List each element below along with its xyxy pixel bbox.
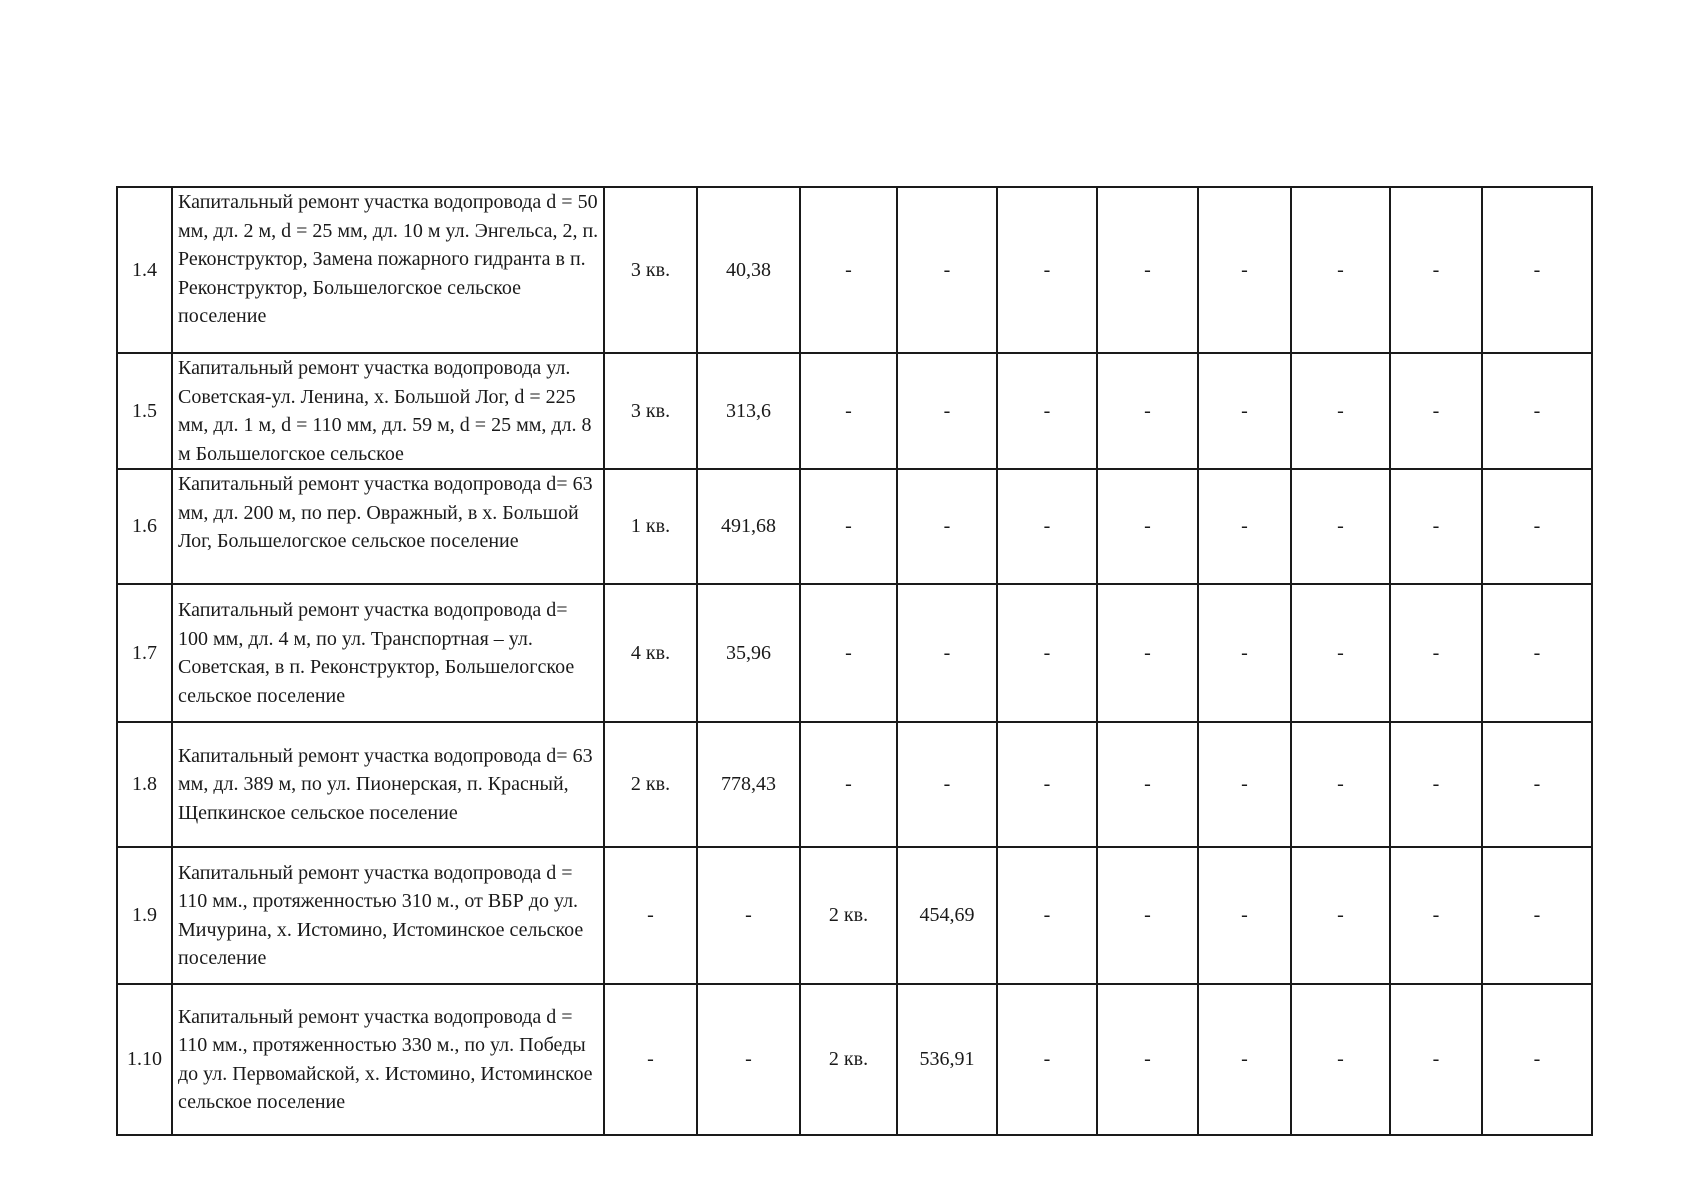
cell-col-3: - [800, 584, 897, 722]
cell-col-5: - [997, 353, 1097, 469]
row-description: Капитальный ремонт участка водопровода d = 110 мм., протяженностью 330 м., по ул. Победы до ул. Первомайской, х. Истомино, Истоминское сельское поселение [172, 984, 604, 1135]
cell-col-7: - [1198, 584, 1291, 722]
cell-col-1: 3 кв. [604, 353, 697, 469]
row-description: Капитальный ремонт участка водопровода d= 63 мм, дл. 389 м, по ул. Пионерская, п. Красный, Щепкинское сельское поселение [172, 722, 604, 847]
cell-col-2: 491,68 [697, 469, 800, 584]
cell-col-6: - [1097, 469, 1198, 584]
cell-col-4: - [897, 722, 997, 847]
row-number: 1.10 [117, 984, 172, 1135]
row-number: 1.9 [117, 847, 172, 984]
cell-col-2: 35,96 [697, 584, 800, 722]
cell-col-10: - [1482, 353, 1592, 469]
cell-col-7: - [1198, 469, 1291, 584]
cell-col-4: - [897, 353, 997, 469]
cell-col-9: - [1390, 984, 1482, 1135]
cell-col-9: - [1390, 469, 1482, 584]
table-row [117, 187, 1592, 353]
table-row [117, 722, 1592, 847]
cell-col-3: - [800, 469, 897, 584]
cell-col-5: - [997, 847, 1097, 984]
works-table [116, 186, 1593, 1136]
cell-col-3: 2 кв. [800, 847, 897, 984]
cell-col-8: - [1291, 187, 1390, 353]
cell-col-2: - [697, 984, 800, 1135]
cell-col-9: - [1390, 187, 1482, 353]
row-description: Капитальный ремонт участка водопровода d= 63 мм, дл. 200 м, по пер. Овражный, в х. Большой Лог, Большелогское сельское поселение [172, 469, 604, 584]
row-description: Капитальный ремонт участка водопровода d = 50 мм, дл. 2 м, d = 25 мм, дл. 10 м ул. Энгельса, 2, п. Реконструктор, Замена пожарного гидранта в п. Реконструктор, Большелогское сельское поселение [172, 187, 604, 353]
cell-col-4: 536,91 [897, 984, 997, 1135]
cell-col-4: - [897, 187, 997, 353]
row-number: 1.7 [117, 584, 172, 722]
cell-col-2: 778,43 [697, 722, 800, 847]
cell-col-2: - [697, 847, 800, 984]
cell-col-6: - [1097, 722, 1198, 847]
cell-col-10: - [1482, 984, 1592, 1135]
cell-col-1: 2 кв. [604, 722, 697, 847]
cell-col-1: 4 кв. [604, 584, 697, 722]
cell-col-5: - [997, 187, 1097, 353]
cell-col-8: - [1291, 353, 1390, 469]
cell-col-4: 454,69 [897, 847, 997, 984]
cell-col-8: - [1291, 584, 1390, 722]
cell-col-7: - [1198, 187, 1291, 353]
cell-col-5: - [997, 469, 1097, 584]
cell-col-9: - [1390, 584, 1482, 722]
cell-col-2: 40,38 [697, 187, 800, 353]
cell-col-9: - [1390, 353, 1482, 469]
row-description: Капитальный ремонт участка водопровода d = 110 мм., протяженностью 310 м., от ВБР до ул. Мичурина, х. Истомино, Истоминское сельское поселение [172, 847, 604, 984]
cell-col-8: - [1291, 469, 1390, 584]
cell-col-5: - [997, 584, 1097, 722]
cell-col-1: - [604, 984, 697, 1135]
row-number: 1.6 [117, 469, 172, 584]
cell-col-4: - [897, 469, 997, 584]
cell-col-7: - [1198, 847, 1291, 984]
cell-col-7: - [1198, 353, 1291, 469]
cell-col-6: - [1097, 847, 1198, 984]
cell-col-10: - [1482, 469, 1592, 584]
cell-col-1: - [604, 847, 697, 984]
cell-col-9: - [1390, 722, 1482, 847]
cell-col-6: - [1097, 187, 1198, 353]
row-number: 1.5 [117, 353, 172, 469]
cell-col-6: - [1097, 584, 1198, 722]
table-row [117, 469, 1592, 584]
cell-col-9: - [1390, 847, 1482, 984]
cell-col-1: 1 кв. [604, 469, 697, 584]
cell-col-3: - [800, 722, 897, 847]
cell-col-3: - [800, 187, 897, 353]
cell-col-1: 3 кв. [604, 187, 697, 353]
cell-col-10: - [1482, 584, 1592, 722]
cell-col-3: 2 кв. [800, 984, 897, 1135]
cell-col-10: - [1482, 847, 1592, 984]
cell-col-8: - [1291, 722, 1390, 847]
cell-col-5: - [997, 722, 1097, 847]
row-number: 1.8 [117, 722, 172, 847]
cell-col-2: 313,6 [697, 353, 800, 469]
cell-col-10: - [1482, 722, 1592, 847]
table-row [117, 847, 1592, 984]
cell-col-7: - [1198, 722, 1291, 847]
table-row [117, 584, 1592, 722]
row-description: Капитальный ремонт участка водопровода ул. Советская-ул. Ленина, х. Большой Лог, d = 225 мм, дл. 1 м, d = 110 мм, дл. 59 м, d = 25 мм, дл. 8 м Большелогское сельское [172, 353, 604, 469]
cell-col-10: - [1482, 187, 1592, 353]
row-number: 1.4 [117, 187, 172, 353]
cell-col-8: - [1291, 984, 1390, 1135]
cell-col-3: - [800, 353, 897, 469]
cell-col-7: - [1198, 984, 1291, 1135]
cell-col-6: - [1097, 984, 1198, 1135]
cell-col-6: - [1097, 353, 1198, 469]
row-description: Капитальный ремонт участка водопровода d= 100 мм, дл. 4 м, по ул. Транспортная – ул. Советская, в п. Реконструктор, Большелогское сельское поселение [172, 584, 604, 722]
cell-col-8: - [1291, 847, 1390, 984]
cell-col-4: - [897, 584, 997, 722]
table-row [117, 984, 1592, 1135]
cell-col-5: - [997, 984, 1097, 1135]
table-row [117, 353, 1592, 469]
